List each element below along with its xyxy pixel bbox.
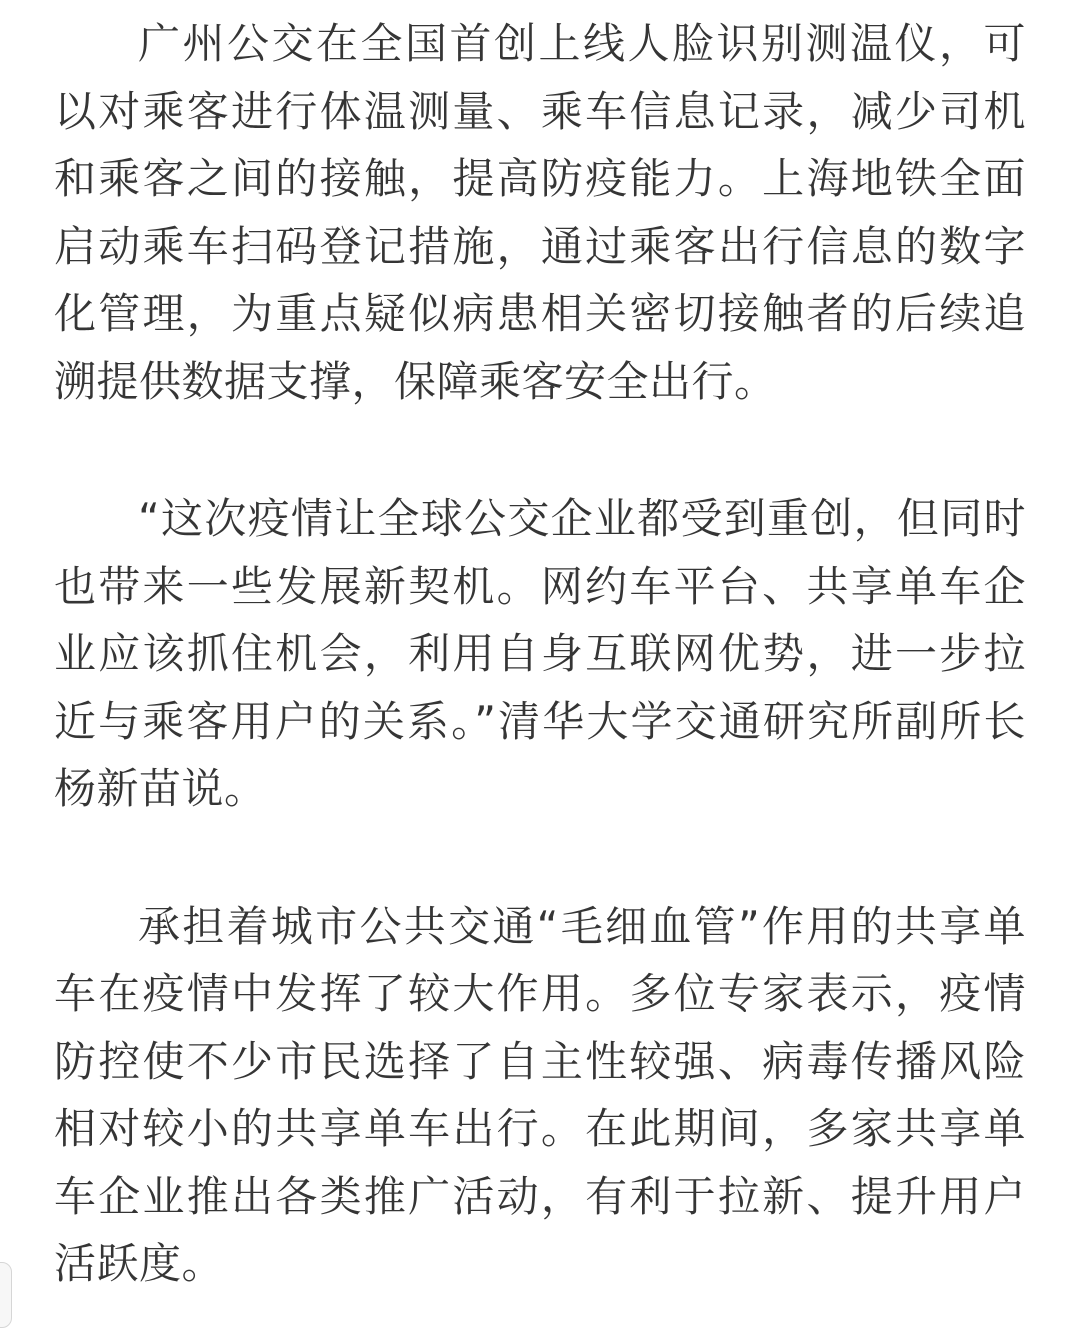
article-body [54,10,1026,1298]
article-paragraph-3: 承担着城市公共交通“毛细血管”作用的共享单车在疫情中发挥了较大作用。多位专家表示，疫情防控使不少市民选择了自主性较强、病毒传播风险相对较小的共享单车出行。在此期间，多家共享单车企业推出各类推广活动，有利于拉新、提升用户活跃度。 [54,901,1026,1288]
article-paragraph-1: 广州公交在全国首创上线人脸识别测温仪，可以对乘客进行体温测量、乘车信息记录，减少司机和乘客之间的接触，提高防疫能力。上海地铁全面启动乘车扫码登记措施，通过乘客出行信息的数字化管理，为重点疑似病患相关密切接触者的后续追溯提供数据支撑，保障乘客安全出行。 [54,19,1026,406]
side-drawer-handle[interactable] [0,1262,12,1328]
article-paragraph-2: “这次疫情让全球公交企业都受到重创，但同时也带来一些发展新契机。网约车平台、共享单车企业应该抓住机会，利用自身互联网优势，进一步拉近与乘客用户的关系。”清华大学交通研究所副所长杨新苗说。 [54,494,1026,813]
